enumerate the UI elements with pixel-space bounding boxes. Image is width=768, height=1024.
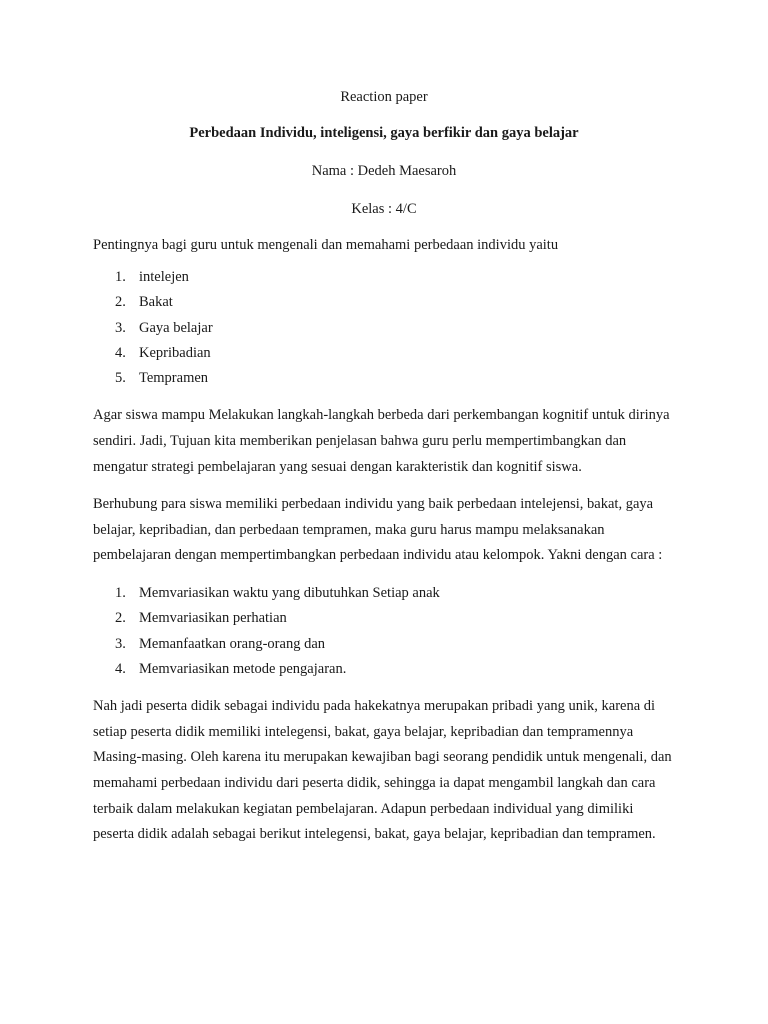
list-text: intelejen [139,269,189,285]
list-number: 2. [115,294,126,311]
list-text: Gaya belajar [139,319,213,336]
difference-list [93,265,675,391]
paragraph-1: Agar siswa mampu Melakukan langkah-langkah berbeda dari perkembangan kognitif untuk dirinya sendiri. Jadi, Tujuan kita memberikan penjelasan bahwa guru perlu mempertimbangkan dan mengatur strategi pembelajaran yang sesuai dengan karakteristik dan kognitif siswa. [93,407,670,475]
list-number: 4. [115,660,126,677]
list-item [93,606,675,631]
author-name-line: Nama : Dedeh Maesaroh [311,163,457,179]
list-text: Bakat [139,294,173,311]
paragraph-3: Nah jadi peserta didik sebagai individu pada hakekatnya merupakan pribadi yang unik, karena di setiap peserta didik memiliki intelegensi, bakat, gaya belajar, kepribadian dan tempramennya Masing-masing. Oleh karena itu merupakan kewajiban bagi seorang pendidik untuk mengenali, dan memahami perbedaan individu dari peserta didik, sehingga ia dapat mengambil langkah dan cara terbaik dalam melakukan kegiatan pembelajaran. Adapun perbedaan individual yang dimiliki peserta didik adalah sebagai berikut intelegensi, bakat, gaya belajar, kepribadian dan tempramen. [93,698,672,843]
list-item [93,290,675,315]
paragraph-2: Berhubung para siswa memiliki perbedaan individu yang baik perbedaan intelejensi, bakat, gaya belajar, kepribadian, dan perbedaan tempramen, maka guru harus mampu melaksanakan pembelajaran dengan mempertimbangkan perbedaan individu atau kelompok. Yakni dengan cara : [93,496,663,564]
list-text: Memanfaatkan orang-orang dan [139,635,326,652]
intro-paragraph: Pentingnya bagi guru untuk mengenali dan memahami perbedaan individu yaitu [93,237,559,253]
list-item [93,341,675,366]
list-item [93,366,675,391]
list-number: 4. [115,344,126,361]
method-list [93,581,675,682]
list-text: Kepribadian [139,344,211,361]
list-text: Memvariasikan waktu yang dibutuhkan Setiap anak [139,585,440,602]
list-item [93,316,675,341]
list-number: 3. [115,635,126,652]
list-number: 3. [115,319,126,336]
list-item [93,657,675,682]
list-number: 2. [115,610,126,627]
document-title: Reaction paper [340,89,428,105]
list-item [93,265,675,290]
list-text: Tempramen [139,370,209,387]
list-item [93,632,675,657]
list-number: 1. [115,269,126,285]
document-subtitle: Perbedaan Individu, inteligensi, gaya berfikir dan gaya belajar [189,125,579,141]
list-text: Memvariasikan metode pengajaran. [139,660,347,677]
list-number: 1. [115,585,126,602]
list-number: 5. [115,370,126,387]
list-text: Memvariasikan perhatian [139,610,287,627]
class-line: Kelas : 4/C [351,201,417,217]
list-item [93,581,675,606]
